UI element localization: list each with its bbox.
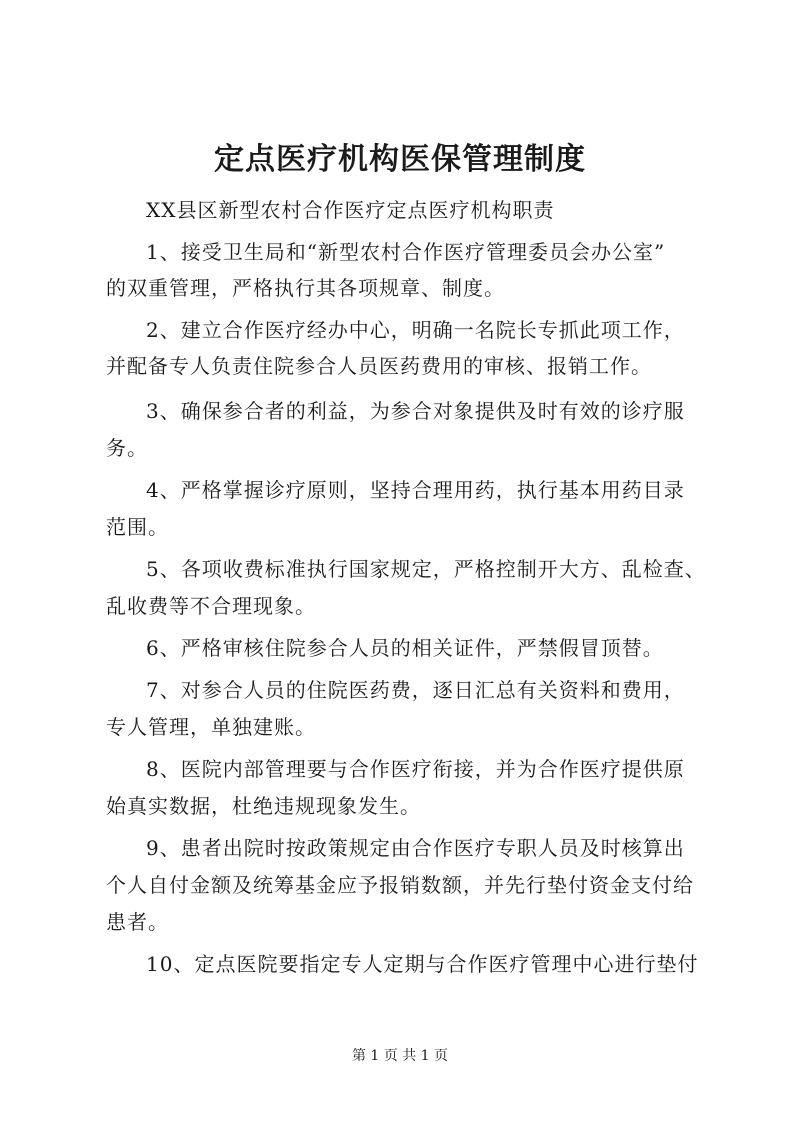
paragraph-line: 7、对参合人员的住院医药费，逐日汇总有关资料和费用， xyxy=(146,678,685,702)
paragraph-line: 10、定点医院要指定专人定期与合作医疗管理中心进行垫付 xyxy=(146,952,699,976)
paragraph-line: 的双重管理，严格执行其各项规章、制度。 xyxy=(106,276,505,300)
paragraph-line: 专人管理，单独建账。 xyxy=(106,715,316,739)
paragraph-line: 2、建立合作医疗经办中心，明确一名院长专抓此项工作， xyxy=(146,318,685,342)
paragraph-line: 个人自付金额及统筹基金应予报销数额，并先行垫付资金支付给 xyxy=(106,873,694,897)
paragraph-line: 5、各项收费标准执行国家规定，严格控制开大方、乱检查、 xyxy=(146,557,706,581)
paragraph-line: 范围。 xyxy=(106,515,169,539)
paragraph-line: 始真实数据，杜绝违规现象发生。 xyxy=(106,794,421,818)
paragraph-line: 4、严格掌握诊疗原则，坚持合理用药，执行基本用药目录 xyxy=(146,478,685,502)
paragraph-line: 9、患者出院时按政策规定由合作医疗专职人员及时核算出 xyxy=(146,836,685,860)
paragraph-line: 患者。 xyxy=(106,910,169,934)
paragraph-line: 1、接受卫生局和“新型农村合作医疗管理委员会办公室” xyxy=(146,240,666,264)
paragraph-line: 并配备专人负责住院参合人员医药费用的审核、报销工作。 xyxy=(106,354,652,378)
paragraph-line: 乱收费等不合理现象。 xyxy=(106,594,316,618)
document-title: 定点医疗机构医保管理制度 xyxy=(214,142,586,177)
paragraph-line: 6、严格审核住院参合人员的相关证件，严禁假冒顶替。 xyxy=(146,636,664,660)
paragraph-line: 8、医院内部管理要与合作医疗衔接，并为合作医疗提供原 xyxy=(146,757,685,781)
paragraph-line: 务。 xyxy=(106,436,148,460)
page-footer: 第 1 页 共 1 页 xyxy=(351,1048,449,1064)
paragraph-line: 3、确保参合者的利益，为参合对象提供及时有效的诊疗服 xyxy=(146,399,685,423)
subtitle-line: XX县区新型农村合作医疗定点医疗机构职责 xyxy=(146,198,555,222)
